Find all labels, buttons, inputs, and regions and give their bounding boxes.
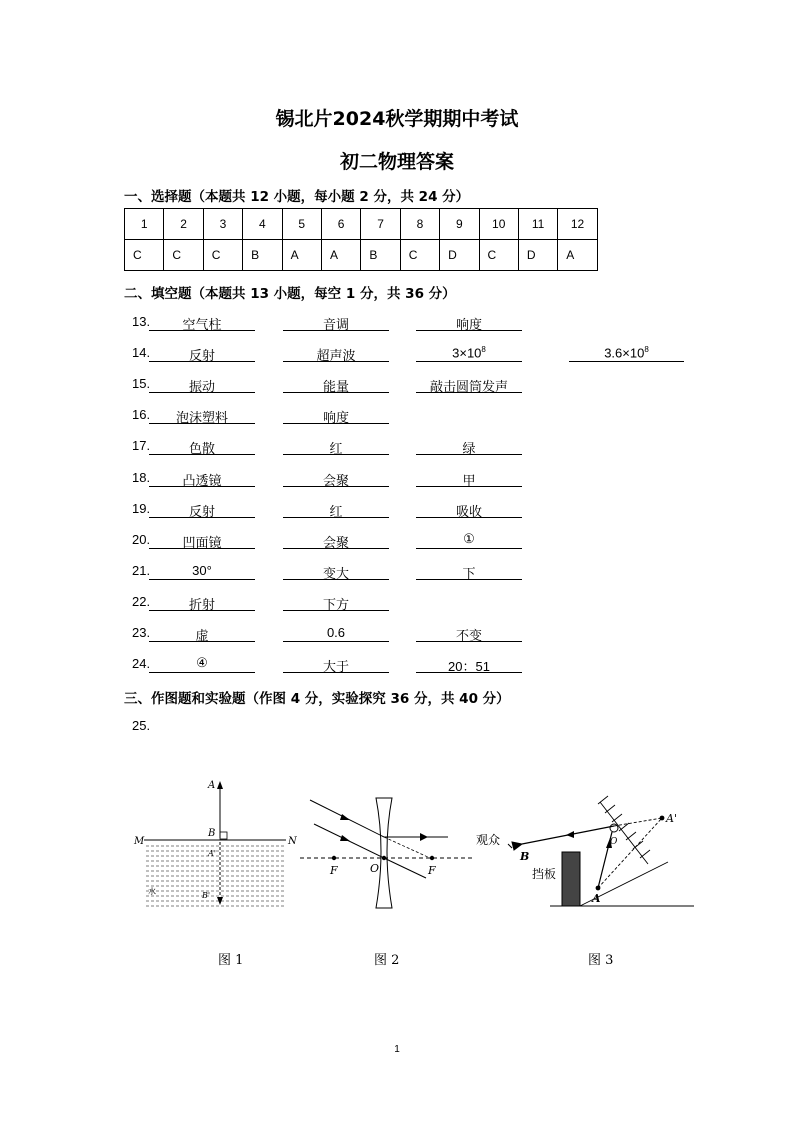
answer-blank [283, 625, 389, 642]
answer-text: 凹面镜 [182, 535, 222, 551]
answer-cell: C [203, 240, 242, 271]
answer-cell: A [282, 240, 321, 271]
question-number: 23. [132, 625, 151, 640]
answer-blank [149, 625, 255, 642]
image-arrow-dashed [217, 842, 223, 905]
answer-text: 大于 [322, 660, 349, 676]
label-O: O [370, 862, 380, 875]
answer-text: 会聚 [322, 535, 349, 551]
document-title: 锡北片2024秋学期期中考试 [275, 108, 519, 130]
question-number: 11 [518, 209, 557, 240]
answer-text: 30° [192, 562, 212, 578]
answer-blank [416, 656, 522, 673]
mirror-surface [598, 796, 650, 864]
question-number: 2 [164, 209, 203, 240]
answer-blank [149, 470, 255, 487]
question-number: 24. [132, 656, 151, 672]
question-number: 7 [361, 209, 400, 240]
table-row-numbers [125, 209, 598, 240]
answer-text: 色散 [188, 442, 215, 458]
answer-blank [283, 594, 389, 611]
reflected-ray-to-viewer [522, 826, 614, 844]
label-O: O [610, 837, 618, 847]
answer-cell: B [243, 240, 282, 271]
fill-row [132, 438, 692, 458]
answer-text: ④ [196, 656, 208, 672]
answer-text: 红 [329, 504, 343, 520]
fill-row [132, 314, 692, 334]
label-A: A [592, 892, 601, 905]
answer-blank [283, 470, 389, 487]
answer-text: ① [463, 531, 475, 547]
question-number: 16. [132, 407, 151, 423]
answer-blank [416, 563, 522, 580]
choice-answer-table [124, 208, 598, 271]
answer-text: 敲击圆筒发声 [429, 380, 508, 396]
answer-blank [149, 501, 255, 518]
answer-blank [149, 314, 255, 331]
concave-lens [376, 798, 392, 908]
question-number: 6 [321, 209, 360, 240]
section2-heading: 二、填空题（本题共 13 小题，每空 1 分，共 36 分） [124, 286, 456, 302]
answer-text: 3.6×10 [604, 345, 645, 361]
answer-blank [569, 345, 684, 362]
label-screen: 挡板 [532, 867, 557, 881]
answer-blank [149, 345, 255, 365]
answer-blank [416, 532, 522, 549]
fill-row [132, 625, 692, 645]
label-A-image: A' [666, 812, 677, 825]
question-number: 3 [203, 209, 242, 240]
answer-text: 红 [329, 442, 343, 458]
answer-blank [283, 501, 389, 518]
extension-line-dashed [384, 837, 430, 858]
figure-2-diagram [298, 790, 476, 915]
fill-row [132, 407, 692, 427]
incident-ray-1 [310, 800, 384, 837]
answer-text: 0.6 [326, 625, 346, 640]
document-subtitle: 初二物理答案 [339, 151, 454, 173]
answer-text: 下 [462, 566, 476, 582]
answer-blank [416, 470, 522, 487]
question-number: 8 [400, 209, 439, 240]
question-number: 22. [132, 593, 151, 609]
answer-cell: C [164, 240, 203, 271]
answer-text: 下方 [322, 597, 349, 613]
answer-blank [149, 563, 255, 580]
answer-blank [283, 376, 389, 396]
optical-center [382, 856, 386, 860]
question-number: 5 [282, 209, 321, 240]
answer-blank [416, 625, 522, 642]
answer-blank [283, 407, 389, 427]
answer-text: 反射 [188, 504, 215, 520]
answer-text: 会聚 [322, 473, 349, 489]
right-angle-mark [220, 832, 227, 839]
focus-point-left [332, 856, 336, 860]
question-number: 1 [125, 209, 164, 240]
page-number: 1 [394, 1044, 400, 1055]
answer-cell: D [518, 240, 557, 271]
question-number: 13. [132, 314, 151, 329]
answer-blank [416, 314, 522, 331]
point-O [610, 824, 618, 832]
answer-text: 响度 [455, 318, 482, 333]
answer-text: 能量 [322, 380, 349, 396]
answer-blank [283, 345, 389, 365]
question-number: 4 [243, 209, 282, 240]
label-B-image: B' [202, 891, 211, 900]
answer-blank [283, 438, 389, 458]
answer-blank [149, 532, 255, 549]
fill-row [132, 532, 692, 552]
fill-row [132, 376, 692, 396]
answer-cell: C [125, 240, 164, 271]
answer-text: 音调 [322, 318, 349, 333]
answer-text: 绿 [462, 442, 476, 458]
question-number: 14. [132, 345, 151, 361]
question-number: 19. [132, 500, 151, 516]
fill-row [132, 345, 692, 365]
object-image-line-dashed [598, 818, 662, 888]
point-A-image [660, 816, 665, 821]
answer-text: 3×10 [452, 345, 482, 361]
question-number: 21. [132, 562, 151, 578]
section3-heading: 三、作图题和实验题（作图 4 分，实验探究 36 分，共 40 分） [124, 691, 510, 707]
answer-text: 凸透镜 [182, 473, 222, 489]
answer-cell: C [479, 240, 518, 271]
screen-board [562, 852, 580, 906]
question-number: 15. [132, 376, 151, 392]
answer-blank [149, 407, 255, 427]
label-N: N [288, 836, 297, 847]
refracted-ray-2 [384, 858, 426, 878]
answer-blank [283, 532, 389, 549]
answer-text: 不变 [455, 629, 482, 644]
answer-cell: A [321, 240, 360, 271]
answer-text: 振动 [188, 380, 215, 396]
eye-icon [508, 842, 522, 850]
answer-blank [149, 656, 255, 673]
answer-blank [283, 563, 389, 580]
label-M: M [134, 836, 145, 847]
figure-3-diagram [472, 792, 700, 922]
answer-blank [283, 656, 389, 676]
question-number: 9 [440, 209, 479, 240]
virtual-ray-dashed [614, 818, 662, 826]
answer-text: 甲 [462, 473, 476, 489]
answer-text: 吸收 [455, 504, 482, 520]
answer-blank [416, 345, 522, 362]
answer-text: 空气柱 [182, 318, 222, 333]
answer-text: 20：51 [448, 659, 490, 675]
answer-text: 反射 [188, 349, 215, 365]
water-hatching [146, 846, 286, 906]
label-A-image: A' [208, 849, 216, 858]
answer-blank [416, 438, 522, 458]
label-B: B [520, 850, 530, 863]
figure-2-caption: 图 2 [374, 953, 400, 968]
question-25-number: 25. [132, 718, 151, 733]
fill-row [132, 501, 692, 521]
answer-blank [416, 376, 522, 396]
answer-text: 折射 [188, 597, 215, 613]
label-F-right: F [428, 864, 436, 877]
answer-blank [416, 501, 522, 518]
answer-text: 超声波 [316, 349, 356, 365]
point-A [596, 886, 601, 891]
table-row-answers [125, 240, 598, 271]
answer-text: 泡沫塑料 [175, 411, 228, 427]
question-number: 10 [479, 209, 518, 240]
figure-1-caption: 图 1 [218, 953, 244, 968]
fill-row [132, 563, 692, 583]
incident-ray-2 [314, 824, 384, 858]
question-number: 17. [132, 438, 151, 454]
answer-text: 虚 [195, 629, 209, 644]
label-F-left: F [330, 864, 338, 877]
label-A: A [208, 780, 216, 791]
fill-row [132, 656, 692, 676]
refracted-ray-1 [384, 833, 448, 841]
answer-cell: D [440, 240, 479, 271]
figure-3-caption: 图 3 [588, 953, 614, 968]
figure-1-diagram [130, 772, 302, 922]
answer-cell: C [400, 240, 439, 271]
section1-heading: 一、选择题（本题共 12 小题，每小题 2 分，共 24 分） [124, 189, 470, 205]
answer-text: 变大 [322, 566, 349, 582]
label-viewer: 观众 [476, 833, 501, 847]
answer-cell: A [558, 240, 597, 271]
answer-blank [149, 438, 255, 458]
answer-cell: B [361, 240, 400, 271]
exponent: 8 [644, 345, 649, 355]
answer-blank [149, 594, 255, 611]
answer-blank [283, 314, 389, 331]
fill-row [132, 594, 692, 614]
fill-row [132, 470, 692, 490]
question-number: 20. [132, 531, 151, 547]
answer-text: 响度 [322, 411, 349, 427]
answer-blank [149, 376, 255, 396]
label-B: B [208, 828, 216, 839]
exponent: 8 [481, 345, 486, 355]
label-water: 水 [148, 887, 156, 896]
object-arrow-AB [217, 781, 223, 838]
question-number: 18. [132, 469, 151, 485]
focus-point-right [430, 856, 434, 860]
question-number: 12 [558, 209, 597, 240]
